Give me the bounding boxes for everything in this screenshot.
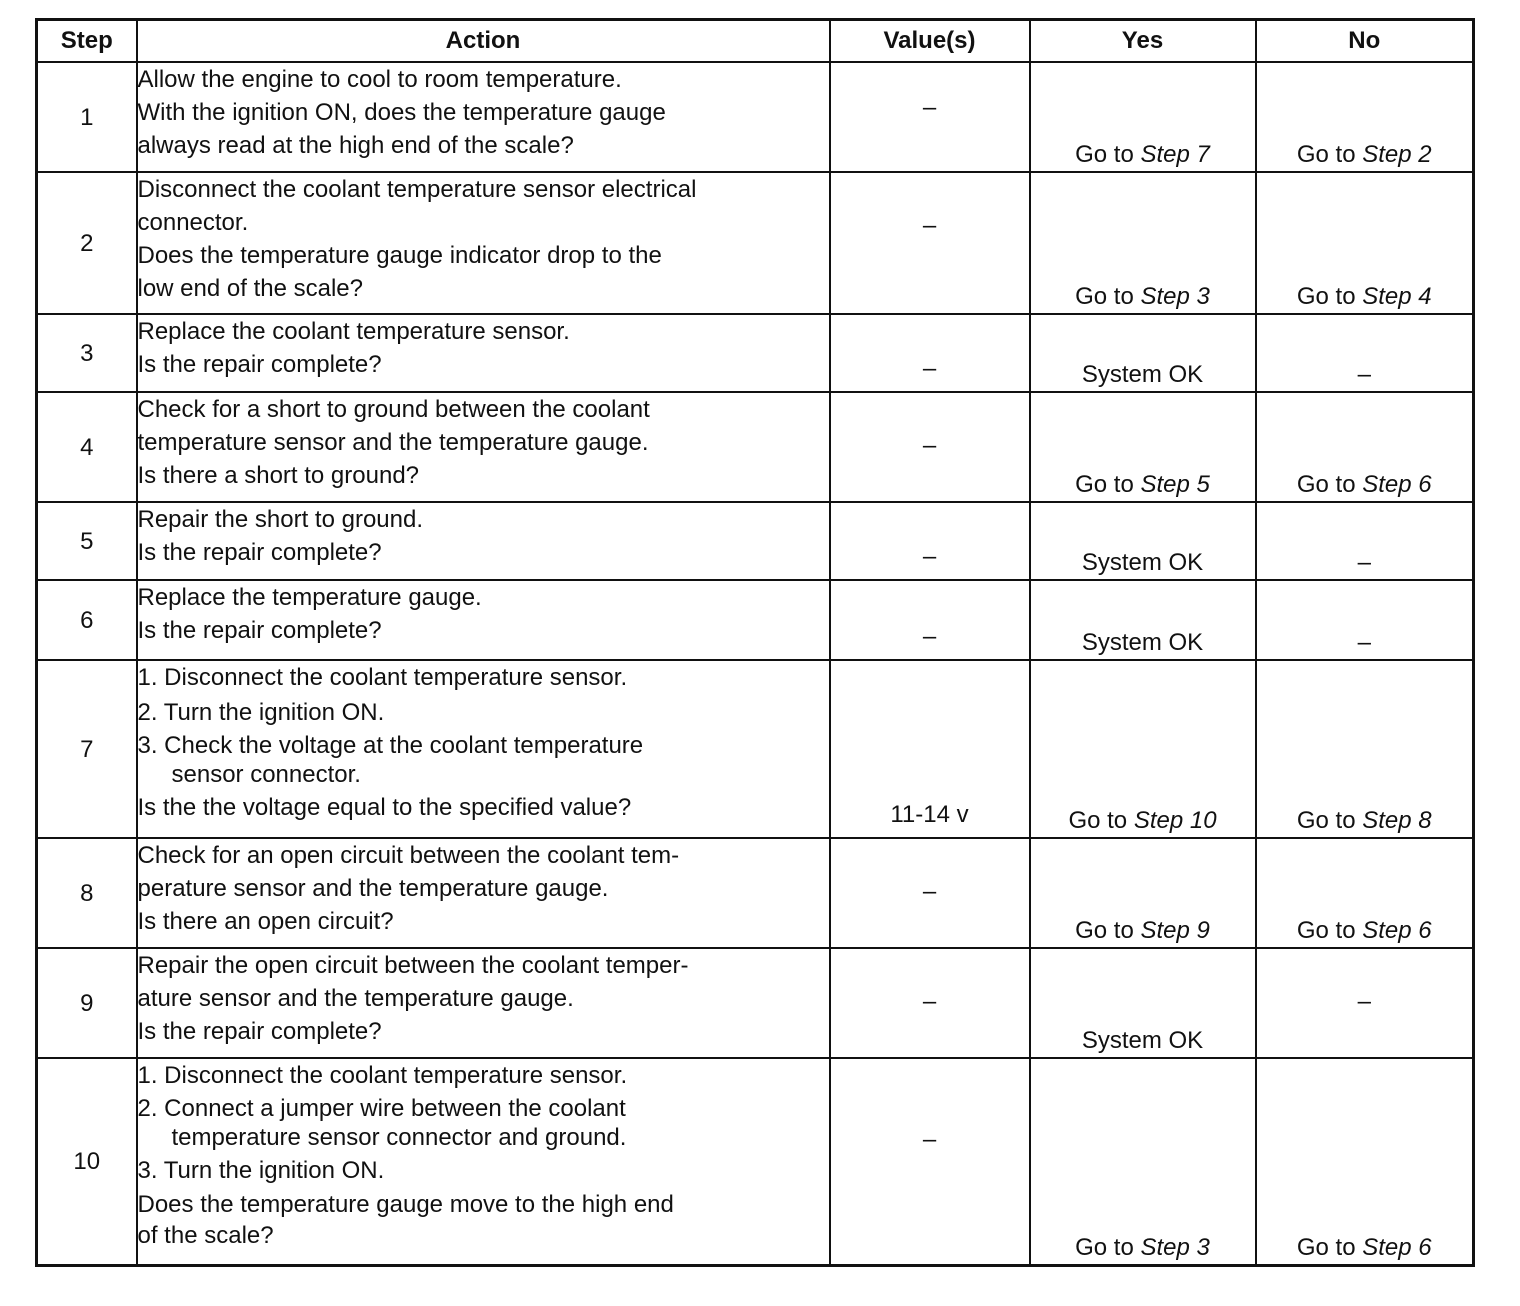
step-number: 9 xyxy=(37,948,137,1058)
action-line: Is the repair complete? xyxy=(137,617,382,644)
table-row xyxy=(37,172,1474,314)
table-row xyxy=(37,314,1474,392)
value-cell: – xyxy=(830,314,1030,392)
goto-step-link: Step 5 xyxy=(1140,471,1210,498)
goto-prefix: Go to xyxy=(1296,283,1356,310)
table-row xyxy=(37,392,1474,502)
yes-cell: System OK xyxy=(1030,314,1256,392)
action-line: Is the repair complete? xyxy=(137,1018,382,1045)
value-cell: 11-14 v xyxy=(830,660,1030,838)
table-row xyxy=(37,660,1474,838)
value-cell xyxy=(830,948,1030,1058)
action-question: Is the the voltage equal to the specified value? xyxy=(137,794,632,821)
step-number: 6 xyxy=(37,580,137,660)
value-cell xyxy=(830,392,1030,502)
step-number: 10 xyxy=(37,1058,137,1265)
action-cell xyxy=(137,62,830,172)
no-cell xyxy=(1256,948,1474,1058)
step-number: 3 xyxy=(37,314,137,392)
action-line: Disconnect the coolant temperature sensor electrical xyxy=(137,176,697,203)
action-list-item-continued: temperature sensor connector and ground. xyxy=(171,1124,627,1151)
table-row xyxy=(37,948,1474,1058)
value-text: – xyxy=(922,1125,937,1153)
no-cell: – xyxy=(1256,580,1474,660)
table-header-row xyxy=(37,20,1474,63)
yes-cell xyxy=(1030,660,1256,838)
action-line: Allow the engine to cool to room temperature. xyxy=(137,66,622,93)
header-values: Value(s) xyxy=(830,20,1030,63)
goto-step-link: Step 6 xyxy=(1362,471,1432,498)
value-cell: – xyxy=(830,580,1030,660)
action-line: Is there an open circuit? xyxy=(137,908,394,935)
value-text: – xyxy=(922,987,937,1015)
action-list-item: 1. Disconnect the coolant temperature sensor. xyxy=(137,1062,628,1089)
action-list-item-continued: sensor connector. xyxy=(171,761,361,788)
action-line: Replace the coolant temperature sensor. xyxy=(137,318,570,345)
action-line: With the ignition ON, does the temperature gauge xyxy=(137,99,666,126)
action-list-item: 1. Disconnect the coolant temperature sensor. xyxy=(137,664,628,691)
goto-step-link: Step 7 xyxy=(1140,141,1210,168)
value-cell xyxy=(830,62,1030,172)
no-cell xyxy=(1256,392,1474,502)
no-cell xyxy=(1256,1058,1474,1265)
goto-step-link: Step 6 xyxy=(1362,1233,1432,1261)
goto-step-link: Step 8 xyxy=(1362,807,1432,834)
action-cell xyxy=(137,660,830,838)
goto-prefix: Go to xyxy=(1296,917,1356,944)
goto-prefix: Go to xyxy=(1075,917,1134,944)
value-cell xyxy=(830,1058,1030,1265)
action-line: Replace the temperature gauge. xyxy=(137,584,482,611)
table-row xyxy=(37,580,1474,660)
yes-cell xyxy=(1030,172,1256,314)
goto-step-link: Step 3 xyxy=(1140,283,1210,310)
action-cell xyxy=(137,314,830,392)
action-question: Does the temperature gauge move to the high end xyxy=(137,1191,674,1218)
no-cell xyxy=(1256,62,1474,172)
action-list-item: 3. Check the voltage at the coolant temperature xyxy=(137,732,644,759)
table-row xyxy=(37,838,1474,948)
action-line: Is the repair complete? xyxy=(137,351,382,378)
action-list-item: 2. Connect a jumper wire between the coolant xyxy=(137,1095,626,1122)
action-line: Repair the short to ground. xyxy=(137,506,424,533)
action-line: low end of the scale? xyxy=(137,275,363,302)
step-number: 4 xyxy=(37,392,137,502)
no-cell xyxy=(1256,660,1474,838)
step-number: 8 xyxy=(37,838,137,948)
table-row xyxy=(37,1058,1474,1265)
action-line: Check for a short to ground between the coolant xyxy=(137,396,650,423)
goto-step-link: Step 2 xyxy=(1362,141,1432,168)
goto-prefix: Go to xyxy=(1296,471,1356,498)
value-text: – xyxy=(1357,987,1371,1015)
action-line: connector. xyxy=(137,209,249,236)
action-cell xyxy=(137,948,830,1058)
goto-prefix: Go to xyxy=(1296,141,1356,168)
action-question: of the scale? xyxy=(137,1222,274,1249)
no-cell: – xyxy=(1256,314,1474,392)
no-cell: – xyxy=(1256,502,1474,580)
action-cell xyxy=(137,838,830,948)
header-no: No xyxy=(1256,20,1474,63)
no-cell xyxy=(1256,172,1474,314)
step-number: 2 xyxy=(37,172,137,314)
action-list-item: 3. Turn the ignition ON. xyxy=(137,1157,385,1184)
value-cell xyxy=(830,172,1030,314)
goto-step-link: Step 4 xyxy=(1362,283,1432,310)
goto-prefix: Go to xyxy=(1296,807,1356,834)
diagnostic-table xyxy=(35,18,1475,1267)
action-line: perature sensor and the temperature gauge. xyxy=(137,875,609,902)
header-action: Action xyxy=(137,20,830,63)
action-line: Is the repair complete? xyxy=(137,539,382,566)
no-cell xyxy=(1256,838,1474,948)
value-cell xyxy=(830,838,1030,948)
action-line: ature sensor and the temperature gauge. xyxy=(137,985,574,1012)
action-line: always read at the high end of the scale? xyxy=(137,132,574,159)
yes-cell xyxy=(1030,392,1256,502)
action-cell xyxy=(137,580,830,660)
step-number: 7 xyxy=(37,660,137,838)
goto-step-link: Step 10 xyxy=(1133,807,1217,834)
goto-prefix: Go to xyxy=(1075,1233,1134,1261)
action-cell xyxy=(137,1058,830,1265)
action-cell xyxy=(137,172,830,314)
yes-cell: System OK xyxy=(1030,948,1256,1058)
action-line: Repair the open circuit between the coolant temper- xyxy=(137,952,689,979)
yes-cell xyxy=(1030,1058,1256,1265)
goto-prefix: Go to xyxy=(1075,141,1134,168)
action-line: temperature sensor and the temperature gauge. xyxy=(137,429,649,456)
header-step: Step xyxy=(37,20,137,63)
yes-cell: System OK xyxy=(1030,580,1256,660)
goto-step-link: Step 6 xyxy=(1362,917,1432,944)
action-list-item: 2. Turn the ignition ON. xyxy=(137,699,385,726)
yes-cell xyxy=(1030,62,1256,172)
action-line: Is there a short to ground? xyxy=(137,462,420,489)
value-text: – xyxy=(922,877,937,905)
goto-prefix: Go to xyxy=(1296,1233,1356,1261)
yes-cell: System OK xyxy=(1030,502,1256,580)
value-text: – xyxy=(922,431,937,459)
goto-step-link: Step 9 xyxy=(1140,917,1210,944)
goto-step-link: Step 3 xyxy=(1140,1233,1210,1261)
action-cell xyxy=(137,392,830,502)
step-number: 5 xyxy=(37,502,137,580)
step-number: 1 xyxy=(37,62,137,172)
yes-cell xyxy=(1030,838,1256,948)
value-cell: – xyxy=(830,502,1030,580)
goto-prefix: Go to xyxy=(1075,283,1134,310)
goto-prefix: Go to xyxy=(1075,471,1134,498)
action-cell xyxy=(137,502,830,580)
header-yes: Yes xyxy=(1030,20,1256,63)
value-text: – xyxy=(922,211,937,239)
table-row xyxy=(37,62,1474,172)
action-line: Check for an open circuit between the coolant tem- xyxy=(137,842,680,869)
value-text: – xyxy=(922,93,937,121)
action-line: Does the temperature gauge indicator drop to the xyxy=(137,242,662,269)
goto-prefix: Go to xyxy=(1068,807,1128,834)
table-row xyxy=(37,502,1474,580)
